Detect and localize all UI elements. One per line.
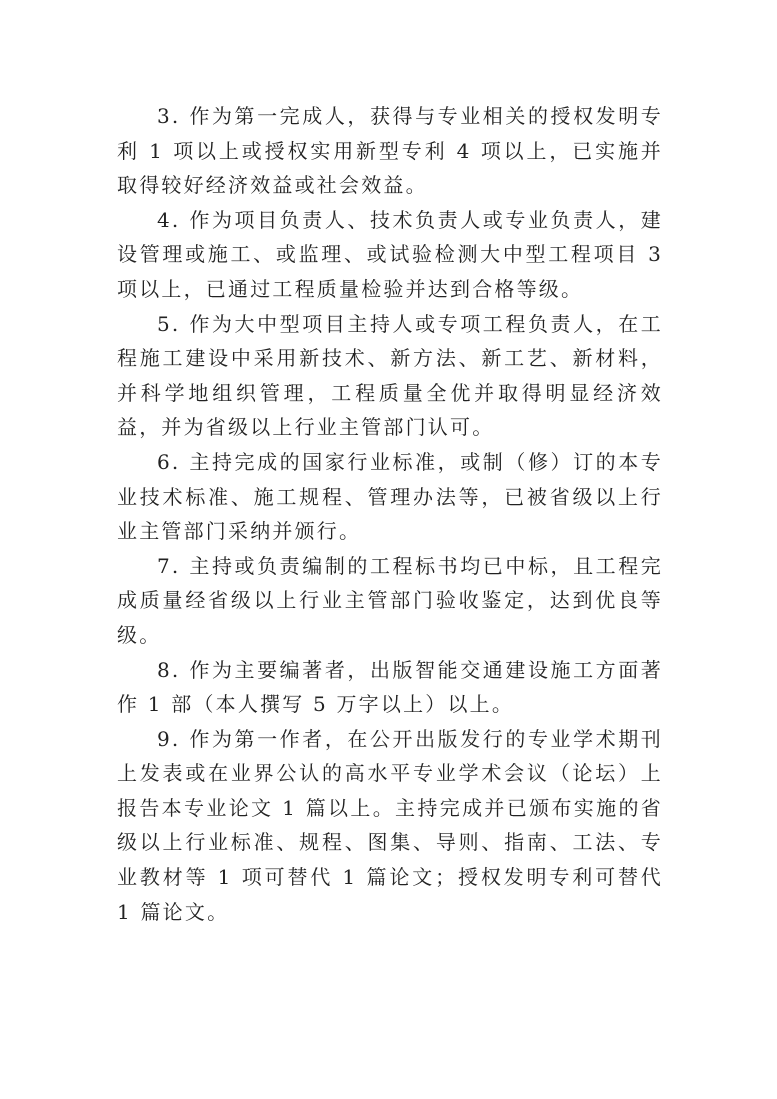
paragraph-item-8: 8. 作为主要编著者，出版智能交通建设施工方面著作 1 部（本人撰写 5 万字以上）以上。 — [117, 657, 663, 717]
paragraph-item-4: 4. 作为项目负责人、技术负责人或专业负责人，建设管理或施工、或监理、或试验检测大中型工程项目 3 项以上，已通过工程质量检验并达到合格等级。 — [117, 207, 663, 301]
paragraph-item-3: 3. 作为第一完成人，获得与专业相关的授权发明专利 1 项以上或授权实用新型专利 4 项以上，已实施并取得较好经济效益或社会效益。 — [117, 104, 663, 198]
paragraph-item-5: 5. 作为大中型项目主持人或专项工程负责人，在工程施工建设中采用新技术、新方法、新工艺、新材料，并科学地组织管理，工程质量全优并取得明显经济效益，并为省级以上行业主管部门认可。 — [117, 311, 663, 440]
paragraph-item-7: 7. 主持或负责编制的工程标书均已中标，且工程完成质量经省级以上行业主管部门验收鉴定，达到优良等级。 — [117, 553, 663, 647]
document-body — [117, 99, 663, 929]
paragraph-item-9: 9. 作为第一作者，在公开出版发行的专业学术期刊上发表或在业界公认的高水平专业学术会议（论坛）上报告本专业论文 1 篇以上。主持完成并已颁布实施的省级以上行业标准、规程、图集、导则、指南、工法、专业教材等 1 项可替代 1 篇论文；授权发明专利可替代 1 篇论文。 — [117, 726, 663, 924]
paragraph-item-6: 6. 主持完成的国家行业标准，或制（修）订的本专业技术标准、施工规程、管理办法等，已被省级以上行业主管部门采纳并颁行。 — [117, 449, 663, 544]
